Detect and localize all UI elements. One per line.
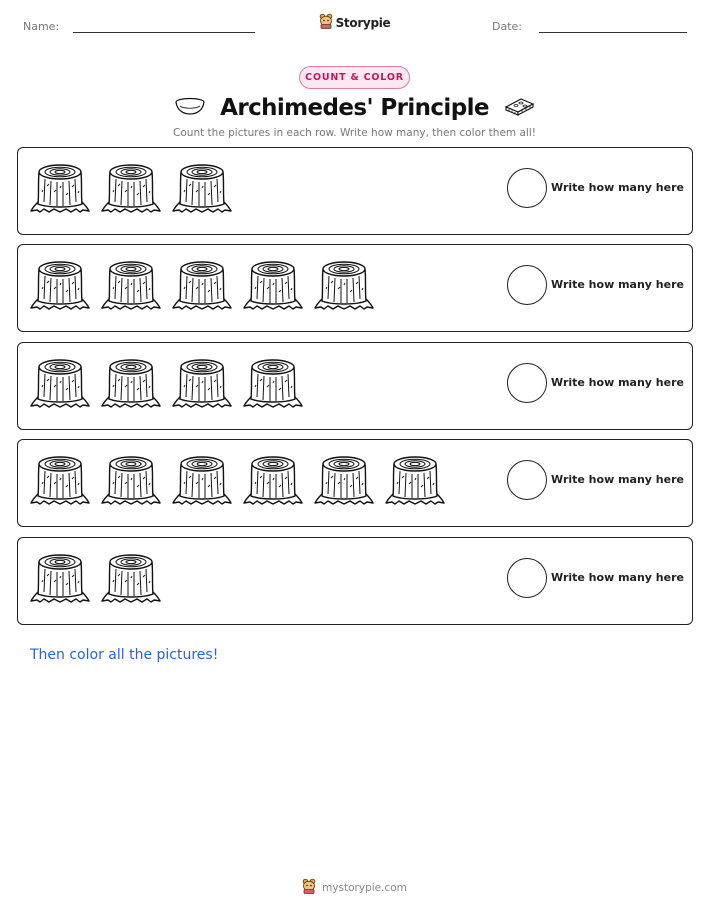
tree-stump-icon xyxy=(30,162,90,214)
answer-label: Write how many here xyxy=(551,181,684,194)
brick-icon xyxy=(503,95,535,121)
storypie-logo-icon xyxy=(319,13,333,33)
answer-circle[interactable] xyxy=(507,558,547,598)
date-line[interactable] xyxy=(539,32,687,33)
tree-stump-icon xyxy=(30,552,90,604)
answer-circle[interactable] xyxy=(507,265,547,305)
tree-stump-icon xyxy=(101,162,161,214)
instructions: Count the pictures in each row. Write how many, then color them all! xyxy=(173,127,536,139)
tree-stump-icon xyxy=(243,357,303,409)
page-title: Archimedes' Principle xyxy=(220,95,489,121)
tree-stump-icon xyxy=(101,357,161,409)
tree-stump-icon xyxy=(172,454,232,506)
tree-stump-icon xyxy=(172,162,232,214)
picture-group xyxy=(30,162,232,214)
count-row-3 xyxy=(17,342,693,430)
count-row-2 xyxy=(17,244,693,332)
answer-label: Write how many here xyxy=(551,473,684,486)
tree-stump-icon xyxy=(385,454,445,506)
count-row-1 xyxy=(17,147,693,235)
picture-group xyxy=(30,454,445,506)
title-row xyxy=(0,91,709,125)
answer-circle[interactable] xyxy=(507,363,547,403)
answer-label: Write how many here xyxy=(551,278,684,291)
answer-circle[interactable] xyxy=(507,168,547,208)
count-color-badge: COUNT & COLOR xyxy=(299,66,410,89)
footer-brand xyxy=(0,878,709,898)
answer-label: Write how many here xyxy=(551,571,684,584)
date-label: Date: xyxy=(492,20,522,33)
tree-stump-icon xyxy=(30,454,90,506)
picture-group xyxy=(30,357,303,409)
tree-stump-icon xyxy=(243,454,303,506)
footer-url[interactable]: mystorypie.com xyxy=(322,882,407,894)
storypie-logo-icon xyxy=(302,878,316,898)
tree-stump-icon xyxy=(314,454,374,506)
tree-stump-icon xyxy=(101,259,161,311)
picture-group xyxy=(30,259,374,311)
tree-stump-icon xyxy=(314,259,374,311)
tree-stump-icon xyxy=(101,552,161,604)
tree-stump-icon xyxy=(172,357,232,409)
color-instruction: Then color all the pictures! xyxy=(30,647,219,663)
tree-stump-icon xyxy=(101,454,161,506)
tree-stump-icon xyxy=(30,259,90,311)
tree-stump-icon xyxy=(243,259,303,311)
picture-group xyxy=(30,552,161,604)
count-row-5 xyxy=(17,537,693,625)
brand-name: Storypie xyxy=(335,16,391,30)
tree-stump-icon xyxy=(30,357,90,409)
tree-stump-icon xyxy=(172,259,232,311)
name-label: Name: xyxy=(23,20,60,33)
answer-circle[interactable] xyxy=(507,460,547,500)
answer-label: Write how many here xyxy=(551,376,684,389)
brand xyxy=(0,13,709,33)
bowl-icon xyxy=(174,96,206,120)
count-row-4 xyxy=(17,439,693,527)
